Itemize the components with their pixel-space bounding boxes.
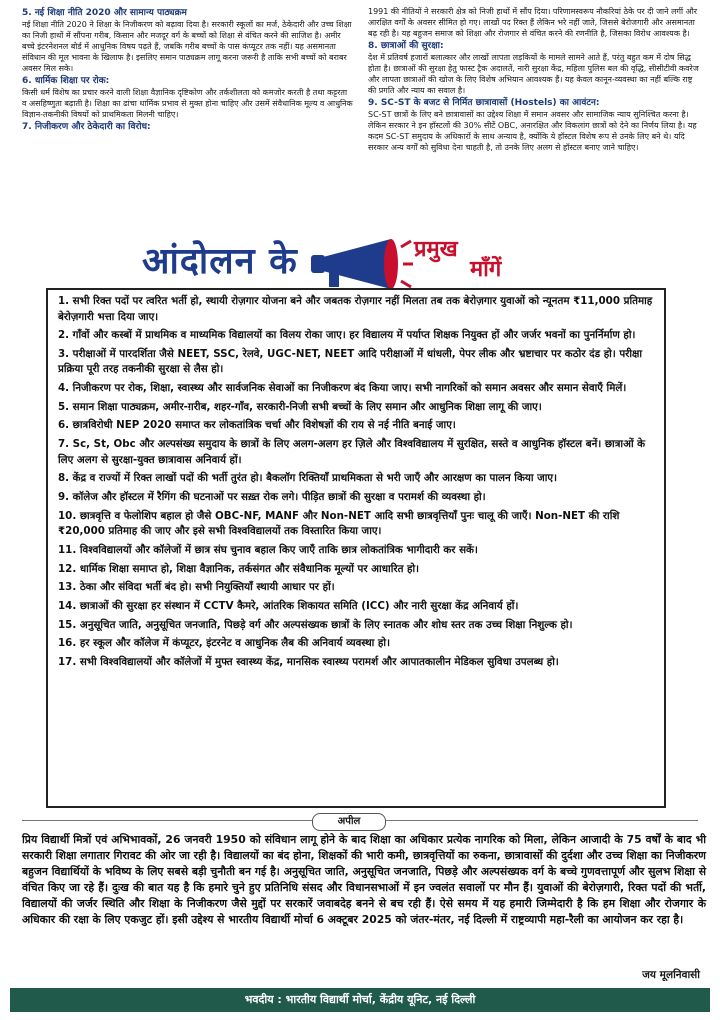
demand-item: 7. Sc, St, Obc और अल्पसंख्य समुदाय के छात्रों के लिए अलग-अलग हर ज़िले और विश्वविद्यालय में सुरक्षित, सस्ते व आधुनिक हॉस्टल बनें। छात्राओं के लिए अलग से सुरक्षा-युक्त छात्रावास अनिवार्य हों। (58, 438, 646, 466)
section-8-body: देश में प्रतिवर्ष हजारों बलात्कार और लाखों लापता लड़कियों के मामले सामने आते हैं, परंतु बहुत कम में दोष सिद्ध होता है। छात्राओं की सुरक्षा हेतु फास्ट ट्रैक अदालतें, नारी सुरक्षा केंद्र, महिला पुलिस बल की वृद्धि, सीसीटीवी कवरेज और लापता छात्राओं की खोज के लिए विशेष अभियान आवश्यक हैं। यह केवल कानून-व्यवस्था का नहीं बल्कि राष्ट्र की प्रगति और न्याय का सवाल है। (368, 53, 699, 95)
appeal-heading: अपील (312, 813, 386, 831)
demand-item: 9. कॉलेज और हॉस्टल में रैगिंग की घटनाओं पर सख़्त रोक लगे। पीड़ित छात्रों की सुरक्षा व परामर्श की व्यवस्था हो। (58, 491, 486, 503)
demand-item: 6. छात्रविरोधी NEP 2020 समाप्त कर लोकतांत्रिक चर्चा और विशेषज्ञों की राय से नई नीति बनाई जाए। (58, 419, 456, 432)
top-sections (22, 6, 698, 230)
demand-item: 11. विश्वविद्यालयों और कॉलेजों में छात्र संघ चुनाव बहाल किए जाएँ ताकि छात्र लोकतांत्रिक भागीदारी कर सकें। (58, 543, 478, 556)
section-7-title: 7. निजीकरण और ठेकेदारी का विरोध: (22, 122, 151, 132)
section-7-body: 1991 की नीतियों ने सरकारी क्षेत्र को निजी हाथों में सौंप दिया। परिणामस्वरूप नौकरियां ठेके पर दी जाने लगीं और आरक्षित वर्गों के अवसर सीमित हो गए। लाखों पद रिक्त हैं लेकिन भरे नहीं जाते, जिससे बेरोजगारी और असमानता बढ़ रही है। यह बहुजन समाज को शिक्षा और रोजगार से वंचित करने की रणनीति है, जिसका विरोध आवश्यक है। (368, 7, 698, 38)
demand-item: 13. ठेका और संविदा भर्ती बंद हो। सभी नियुक्तियाँ स्थायी आधार पर हों। (58, 581, 335, 594)
demand-item: 1. सभी रिक्त पदों पर त्वरित भर्ती हो, स्थायी रोज़गार योजना बने और जबतक रोज़गार नहीं मिलता तब तक बेरोज़गार युवाओं को न्यूनतम ₹11,000 प्रतिमाह बेरोज़गारी भत्ता दिया जाए। (58, 295, 653, 323)
banner-title: आंदोलन के (142, 241, 298, 282)
demand-list (58, 294, 654, 671)
section-6-body: किसी धर्म विशेष का प्रचार करने वाली शिक्षा वैज्ञानिक दृष्टिकोण और तर्कशीलता को कमजोर करती है तथा कट्टरता व असहिष्णुता बढ़ाती है। शिक्षा का ढांचा धार्मिक प्रभाव से मुक्त होना चाहिए और उसमें संवैधानिक मूल्य व आधुनिक विज्ञान-तकनीकी विषयों को प्राथमिकता मिलनी चाहिए। (22, 88, 353, 119)
demand-item: 16. हर स्कूल और कॉलेज में कंप्यूटर, इंटरनेट व आधुनिक लैब की अनिवार्य व्यवस्था हो। (58, 637, 390, 650)
section-6-title: 6. धार्मिक शिक्षा पर रोक: (22, 76, 110, 86)
banner-word-pramukh: प्रमुख (414, 237, 458, 262)
demand-item: 8. केंद्र व राज्यों में रिक्त लाखों पदों की भर्ती तुरंत हो। बैकलॉग रिक्तियाँ प्राथमिकता से भरी जाएँ और आरक्षण का पालन किया जाए। (58, 472, 557, 485)
demand-item: 4. निजीकरण पर रोक, शिक्षा, स्वास्थ्य और सार्वजनिक सेवाओं का निजीकरण बंद किया जाए। सभी नागरिकों को समान अवसर और समान सेवाएँ मिलें। (58, 382, 627, 395)
appeal-body: प्रिय विद्यार्थी मित्रों एवं अभिभावकों, 26 जनवरी 1950 को संविधान लागू होने के बाद शिक्षा का अधिकार प्रत्येक नागरिक को मिला, लेकिन आजादी के 75 वर्षों के बाद भी सरकारी शिक्षा लगातार गिरावट की ओर जा रही है। विद्यालयों का बंद होना, शिक्षकों की भारी कमी, छात्रवृत्तियों का रुकना, छात्रावासों की दुर्दशा और उच्च शिक्षा का निजीकरण बहुजन विद्यार्थियों के भविष्य के लिए सबसे बड़ी चुनौती बन गई है। अनुसूचित जाति, अनुसूचित जनजाति, पिछड़े और अल्पसंख्यक वर्ग के बच्चे गुणवत्तापूर्ण और सुलभ शिक्षा से वंचित किए जा रहे हैं। दुःख की बात यह है कि हमारे चुने हुए प्रतिनिधि संसद और विधानसभाओं में इन ज्वलंत सवालों पर मौन हैं। युवाओं की बेरोज़गारी, रिक्त पदों की भर्ती, विद्यालयों की जर्जर स्थिति और शिक्षा के निजीकरण जैसे मुद्दों पर सरकारें जवाबदेह बनने से बच रही हैं। ऐसे समय में यह हमारी जिम्मेदारी है कि हम शिक्षा और रोजगार के अधिकार की रक्षा के लिए एकजुट हों। इसी उद्देश्य से भारतीय विद्यार्थी मोर्चा 6 अक्टूबर 2025 को जंतर-मंतर, नई दिल्ली में राष्ट्रव्यापी महा-रैली का आयोजन कर रहा है। (22, 833, 706, 926)
demand-item: 10. छात्रवृत्ति व फेलोशिप बहाल हो जैसे OBC-NF, MANF और Non-NET आदि सभी छात्रवृत्तियाँ पुनः चालू की जाएँ। Non-NET की राशि ₹20,000 प्रतिमाह की जाए और इसे सभी विश्वविद्यालयों तक विस्तारित किया जाए। (58, 509, 620, 538)
demand-item: 2. गाँवों और कस्बों में प्राथमिक व माध्यमिक विद्यालयों का विलय रोका जाए। हर विद्यालय में पर्याप्त शिक्षक नियुक्त हों और जर्जर भवनों का पुनर्निर्माण हो। (58, 329, 636, 342)
section-5-body: नई शिक्षा नीति 2020 ने शिक्षा के निजीकरण को बढ़ावा दिया है। सरकारी स्कूलों का मर्ज, ठेकेदारी और उच्च शिक्षा का निजी हाथों में सौंपना गरीब, किसान और मजदूर वर्ग के बच्चों को शिक्षा से वंचित करने की साजिश है। अमीर बच्चे इंटरनेशनल बोर्ड में आधुनिक विषय पढ़ते हैं, जबकि गरीब बच्चों के पास कंप्यूटर तक नहीं। यह असमानता संविधान की मूल भावना के खिलाफ है। इसलिए समान पाठ्यक्रम लागू करना जरूरी है ताकि सभी बच्चों को बराबर अवसर मिल सके। (22, 20, 352, 73)
demand-item: 3. परीक्षाओं में पारदर्शिता जैसे NEET, SSC, रेलवे, UGC-NET, NEET आदि परीक्षाओं में धांधली, पेपर लीक और भ्रष्टाचार पर कठोर दंड हो। परीक्षा प्रक्रिया पूरी तरह तकनीकी सुरक्षा से लैस हो। (58, 347, 643, 376)
demand-item: 12. धार्मिक शिक्षा समाप्त हो, शिक्षा वैज्ञानिक, तर्कसंगत और संवैधानिक मूल्यों पर आधारित हो। (58, 562, 420, 575)
banner-word-maangen: माँगें (470, 257, 502, 282)
section-9-title: 9. SC-ST के बजट से निर्मित छात्रावासों (Hostels) का आवंटन: (368, 98, 600, 108)
demand-item: 14. छात्राओं की सुरक्षा हर संस्थान में CCTV कैमरे, आंतरिक शिकायत समिति (ICC) और नारी सुरक्षा केंद्र अनिवार्य हों। (58, 599, 519, 612)
footer-bar: भवदीय : भारतीय विद्यार्थी मोर्चा, केंद्रीय यूनिट, नई दिल्ली (10, 988, 710, 1012)
megaphone-icon (305, 237, 413, 291)
demands-box (46, 288, 666, 808)
right-column (368, 6, 700, 155)
section-9-body: SC-ST छात्रों के लिए बने छात्रावासों का उद्देश्य शिक्षा में समान अवसर और सामाजिक न्याय सुनिश्चित करना है। लेकिन सरकार ने इन हॉस्टलों की 30% सीटें OBC, अनारक्षित और विकलांग छात्रों को देने का निर्णय लिया है। यह कदम SC-ST समुदाय के अधिकारों के साथ अन्याय है, क्योंकि ये हॉस्टल विशेष रूप से उनके लिए बने थे। यदि सरकार अन्य वर्गों को सुविधा देना चाहती है, तो उनके लिए अलग से हॉस्टल बनाए जाने चाहिए। (368, 110, 697, 152)
demands-banner (0, 233, 720, 293)
appeal-signoff: जय मूलनिवासी (642, 969, 700, 981)
section-8-title: 8. छात्राओं की सुरक्षा: (368, 41, 444, 51)
left-column (22, 6, 354, 133)
section-5-title: 5. नई शिक्षा नीति 2020 और सामान्य पाठ्यक्रम (22, 8, 187, 18)
demand-item: 5. समान शिक्षा पाठ्यक्रम, अमीर-ग़रीब, शहर-गाँव, सरकारी-निजी सभी बच्चों के लिए समान और आधुनिक शिक्षा लागू की जाए। (58, 400, 542, 413)
demand-item: 15. अनुसूचित जाति, अनुसूचित जनजाति, पिछड़े वर्ग और अल्पसंख्यक छात्रों के लिए स्नातक और शोध स्तर तक उच्च शिक्षा निशुल्क हो। (58, 618, 573, 631)
demand-item: 17. सभी विश्वविद्यालयों और कॉलेजों में मुफ्त स्वास्थ्य केंद्र, मानसिक स्वास्थ्य परामर्श और आपातकालीन मेडिकल सुविधा उपलब्ध हो। (58, 656, 559, 668)
